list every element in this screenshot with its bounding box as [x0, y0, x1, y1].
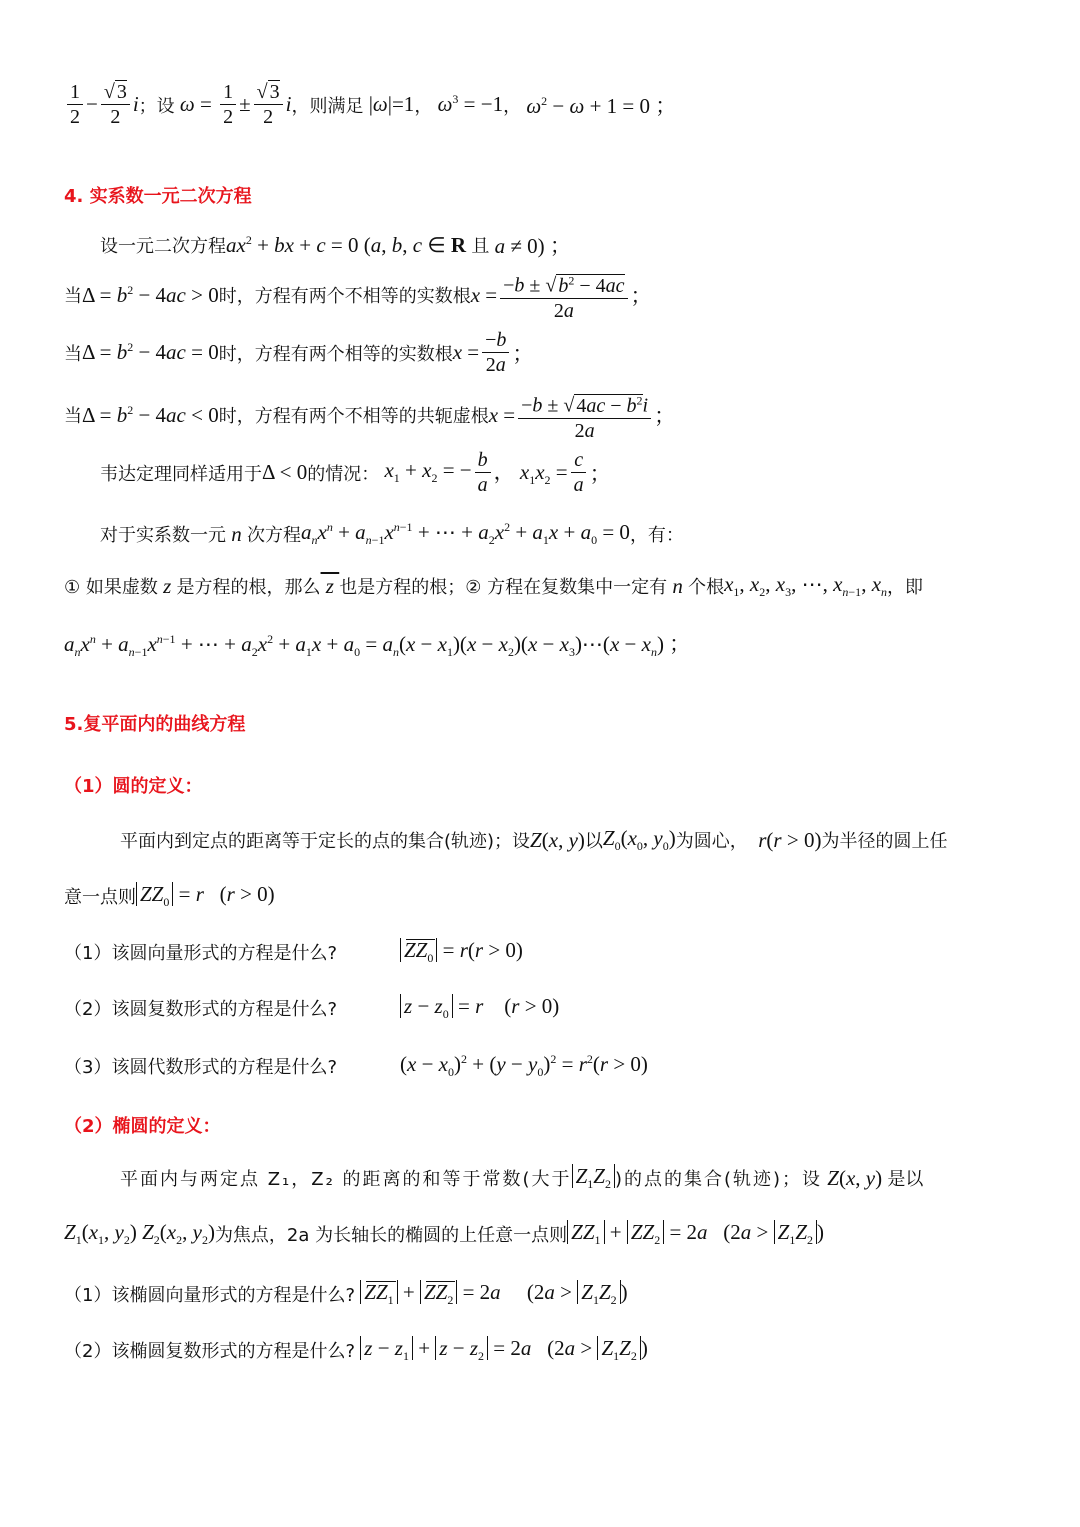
section-4-heading: 4. 实系数一元二次方程: [64, 186, 252, 207]
circle-question-2: （2）该圆复数形式的方程是什么? $z - z_0 = r$ (r > 0): [64, 994, 560, 1022]
omega-line: $\frac{1}{2}$ − $\frac{√ 3}{2}$ i ；设 ω = $\frac{1}{2}$ ± $\frac{√ 3}{2}$ i ，则满足 |ω|=1 ， $\omega^3 = -1$ ， $\omega^2 - \omega + 1 = 0$ ；: [64, 80, 676, 129]
ellipse-definition-2: $Z_1(x_1$, $y_2$) $Z_2(x_2$, $y_2$) 为焦点，2a 为长轴长的椭圆的上任意一点则 $ZZ_1 + ZZ_2 = 2a$ ($2a > Z_1Z_2$ ): [64, 1220, 825, 1248]
satisfies-text: ，则满足: [291, 95, 364, 117]
circle-question-3: （3）该圆代数形式的方程是什么? $(x - x_0)^2 + (y - y_0)^2 = r^2(r > 0)$: [64, 1052, 648, 1080]
circle-definition-2: 意一点则 $ZZ_0 = r$ (r > 0): [64, 882, 275, 910]
vieta-line: 韦达定理同样适用于 Δ < 0 的情况： $x_1 + x_2$ = − $\frac{b}{a}$ ， $x_1x_2$ = $\frac{c}{a}$ ；: [100, 449, 611, 496]
quadratic-intro: 设一元二次方程 $ax^2$ + bx + c = 0 (a, b, c ∈ R 且 a ≠ 0) ；: [100, 232, 571, 258]
case-zero-discriminant: 当 $\Delta = b^2 - 4ac = 0$ 时，方程有两个相等的实数根 x = $\frac{-b}{2a}$ ；: [64, 329, 534, 376]
ellipse-definition-1: 平面内与两定点 Z₁，Z₂ 的距离的和等于常数(大于 $Z_1Z_2$ )的点的集合(轨迹)；设 Z(x, y) 是以: [120, 1164, 924, 1192]
ellipse-question-1: （1）该椭圆向量形式的方程是什么? $ZZ_1 + ZZ_2 = 2a$ ($2a > Z_1Z_2$ ): [64, 1280, 628, 1308]
circle-definition-1: 平面内到定点的距离等于定长的点的集合(轨迹)；设 Z(x, y) 以 $Z_0(x_0$, $y_0$) 为圆心， r(r > 0) 为半径的圆上任: [120, 826, 948, 854]
case-negative-discriminant: 当 $\Delta = b^2 - 4ac < 0$ 时，方程有两个不相等的共轭虚根 x = $\frac{-b \pm √ 4ac - b^2i}{2a}$ ；: [64, 388, 675, 443]
ellipse-question-2: （2）该椭圆复数形式的方程是什么? $z - z_1 + z - z_2 = 2a$ ($2a > Z_1Z_2$ ): [64, 1336, 648, 1364]
fraction-sqrt3-half: $\frac{√ 3}{2}$: [101, 80, 130, 129]
section-5-heading: 5.复平面内的曲线方程: [64, 714, 246, 735]
ellipse-heading: （2）椭圆的定义：: [64, 1116, 221, 1137]
nth-degree-line: 对于实系数一元 n 次方程 $a_nx^n + a_{n-1}x^{n-1}$ + ⋯ + $a_2x^2 + a_1x + a_0 = 0$ ，有：: [100, 520, 684, 548]
case-positive-discriminant: 当 $\Delta = b^2 - 4ac > 0$ 时，方程有两个不相等的实数根 x = $\frac{-b \pm √ b^2 - 4ac}{2a}$ ；: [64, 268, 652, 323]
roots-property-line: ① 如果虚数 z 是方程的根，那么 z 也是方程的根；② 方程在复数集中一定有 n 个根 $x_1$, $x_2$, $x_3$, ⋯, $x_{n-1}$, $x_n$ ，即: [64, 572, 924, 600]
fraction-half: $\frac{1}{2}$: [67, 80, 83, 129]
omega-text: ；设: [138, 95, 175, 117]
circle-question-1: （1）该圆向量形式的方程是什么? $ZZ_0 = r(r > 0)$: [64, 938, 523, 966]
factorization-line: $a_nx^n + a_{n-1}x^{n-1}$ + ⋯ + $a_2x^2 + a_1x + a_0 = a_n(x - x_1)(x - x_2)(x$ − $x_3)\cdots(x - x_n)$ ；: [64, 632, 691, 660]
circle-heading: （1）圆的定义：: [64, 776, 203, 797]
